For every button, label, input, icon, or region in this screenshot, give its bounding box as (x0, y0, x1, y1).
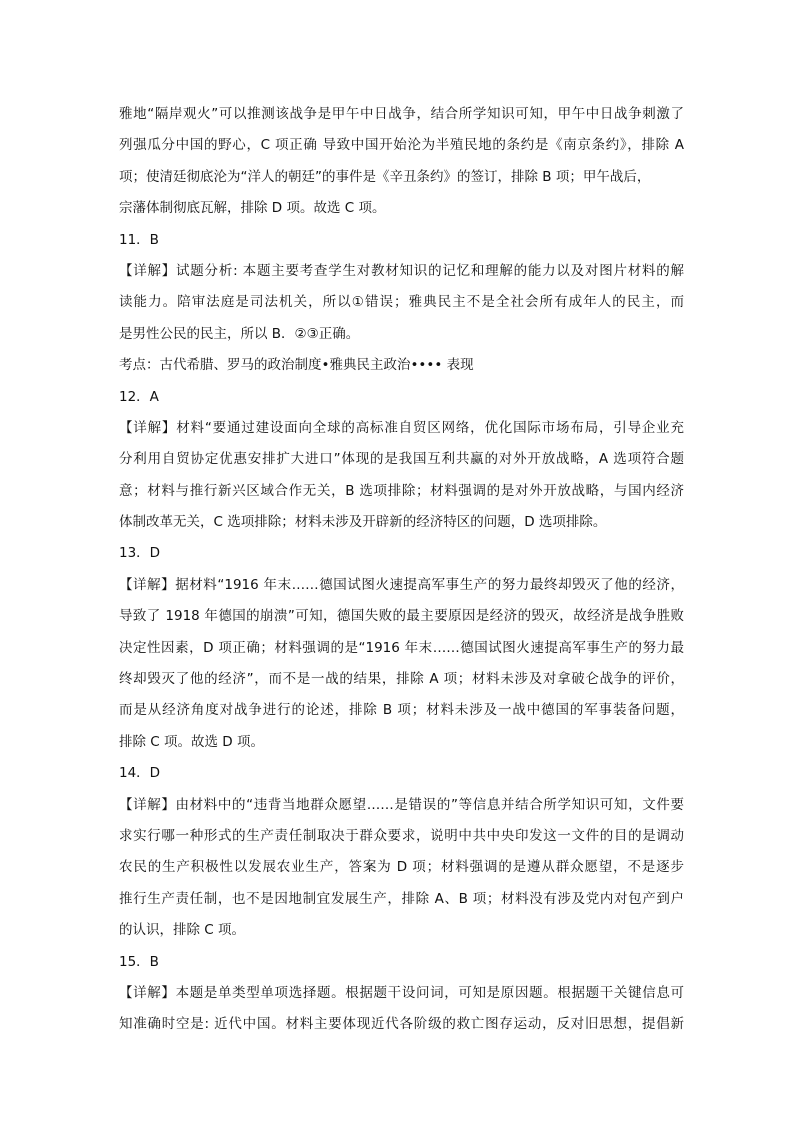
text-line: 【详解】本题是单类型单项选择题。根据题干设问词，可知是原因题。根据题干关键信息可 (119, 984, 684, 1001)
text-line: 知准确时空是: 近代中国。材料主要体现近代各阶级的救亡图存运动，反对旧思想，提倡新 (119, 1016, 684, 1033)
text-line: 体制改革无关，C 选项排除；材料未涉及开辟新的经济特区的问题，D 选项排除。 (119, 514, 607, 531)
text-line: 农民的生产积极性以发展农业生产，答案为 D 项；材料强调的是遵从群众愿望，不是逐步 (119, 859, 684, 876)
text-line: 15．B (119, 953, 159, 970)
text-line: 排除 C 项。故选 D 项。 (119, 733, 264, 750)
text-line: 列强瓜分中国的野心，C 项正确 导致中国开始沦为半殖民地的条约是《南京条约》，排除 A (119, 137, 684, 154)
text-line: 的认识，排除 C 项。 (119, 922, 246, 939)
text-line: 决定性因素，D 项正确；材料强调的是“1916 年末……德国试图火速提高军事生产的努力最 (119, 639, 684, 656)
text-line: 11．B (119, 231, 159, 248)
text-line: 14．D (119, 765, 161, 782)
text-line: 【详解】据材料“1916 年末……德国试图火速提高军事生产的努力最终却毁灭了他的经济， (119, 576, 684, 593)
text-line: 【详解】试题分析: 本题主要考查学生对教材知识的记忆和理解的能力以及对图片材料的解 (119, 262, 684, 279)
text-line: 雅地“隔岸观火”可以推测该战争是甲午中日战争，结合所学知识可知，甲午中日战争刺激了 (119, 106, 684, 122)
text-line: 终却毁灭了他的经济”，而不是一战的结果，排除 A 项；材料未涉及对拿破仑战争的评价， (119, 671, 684, 688)
text-line: 12．A (119, 388, 159, 405)
text-line: 【详解】材料“要通过建设面向全球的高标准自贸区网络，优化国际市场布局，引导企业充 (119, 419, 684, 436)
document-page (119, 99, 684, 1041)
text-line: 【详解】由材料中的“违背当地群众愿望……是错误的”等信息并结合所学知识可知，文件要 (119, 796, 684, 813)
text-line: 项；使清廷彻底沦为“洋人的朝廷”的事件是《辛丑条约》的签订，排除 B 项；甲午战后， (119, 168, 651, 185)
text-line: 是男性公民的民主，所以 B．②③正确。 (119, 325, 360, 342)
text-line: 13．D (119, 545, 161, 562)
text-line: 分利用自贸协定优惠安排扩大进口”体现的是我国互利共赢的对外开放战略，A 选项符合题 (119, 451, 684, 468)
text-line: 导致了 1918 年德国的崩溃”可知，德国失败的最主要原因是经济的毁灭，故经济是战争胜败 (119, 608, 684, 625)
text-line: 考点：古代希腊、罗马的政治制度•雅典民主政治•••• 表现 (119, 357, 474, 374)
text-line: 读能力。陪审法庭是司法机关，所以①错误；雅典民主不是全社会所有成年人的民主，而 (119, 294, 684, 311)
text-line: 推行生产责任制，也不是因地制宜发展生产，排除 A、B 项；材料没有涉及党内对包产到户 (119, 890, 684, 907)
text-line: 意；材料与推行新兴区域合作无关，B 选项排除；材料强调的是对外开放战略，与国内经济 (119, 482, 684, 499)
text-line: 宗藩体制彻底瓦解，排除 D 项。故选 C 项。 (119, 200, 386, 217)
text-line: 而是从经济角度对战争进行的论述，排除 B 项；材料未涉及一战中德国的军事装备问题， (119, 702, 684, 719)
text-line: 求实行哪一种形式的生产责任制取决于群众要求，说明中共中央印发这一文件的目的是调动 (119, 827, 684, 844)
